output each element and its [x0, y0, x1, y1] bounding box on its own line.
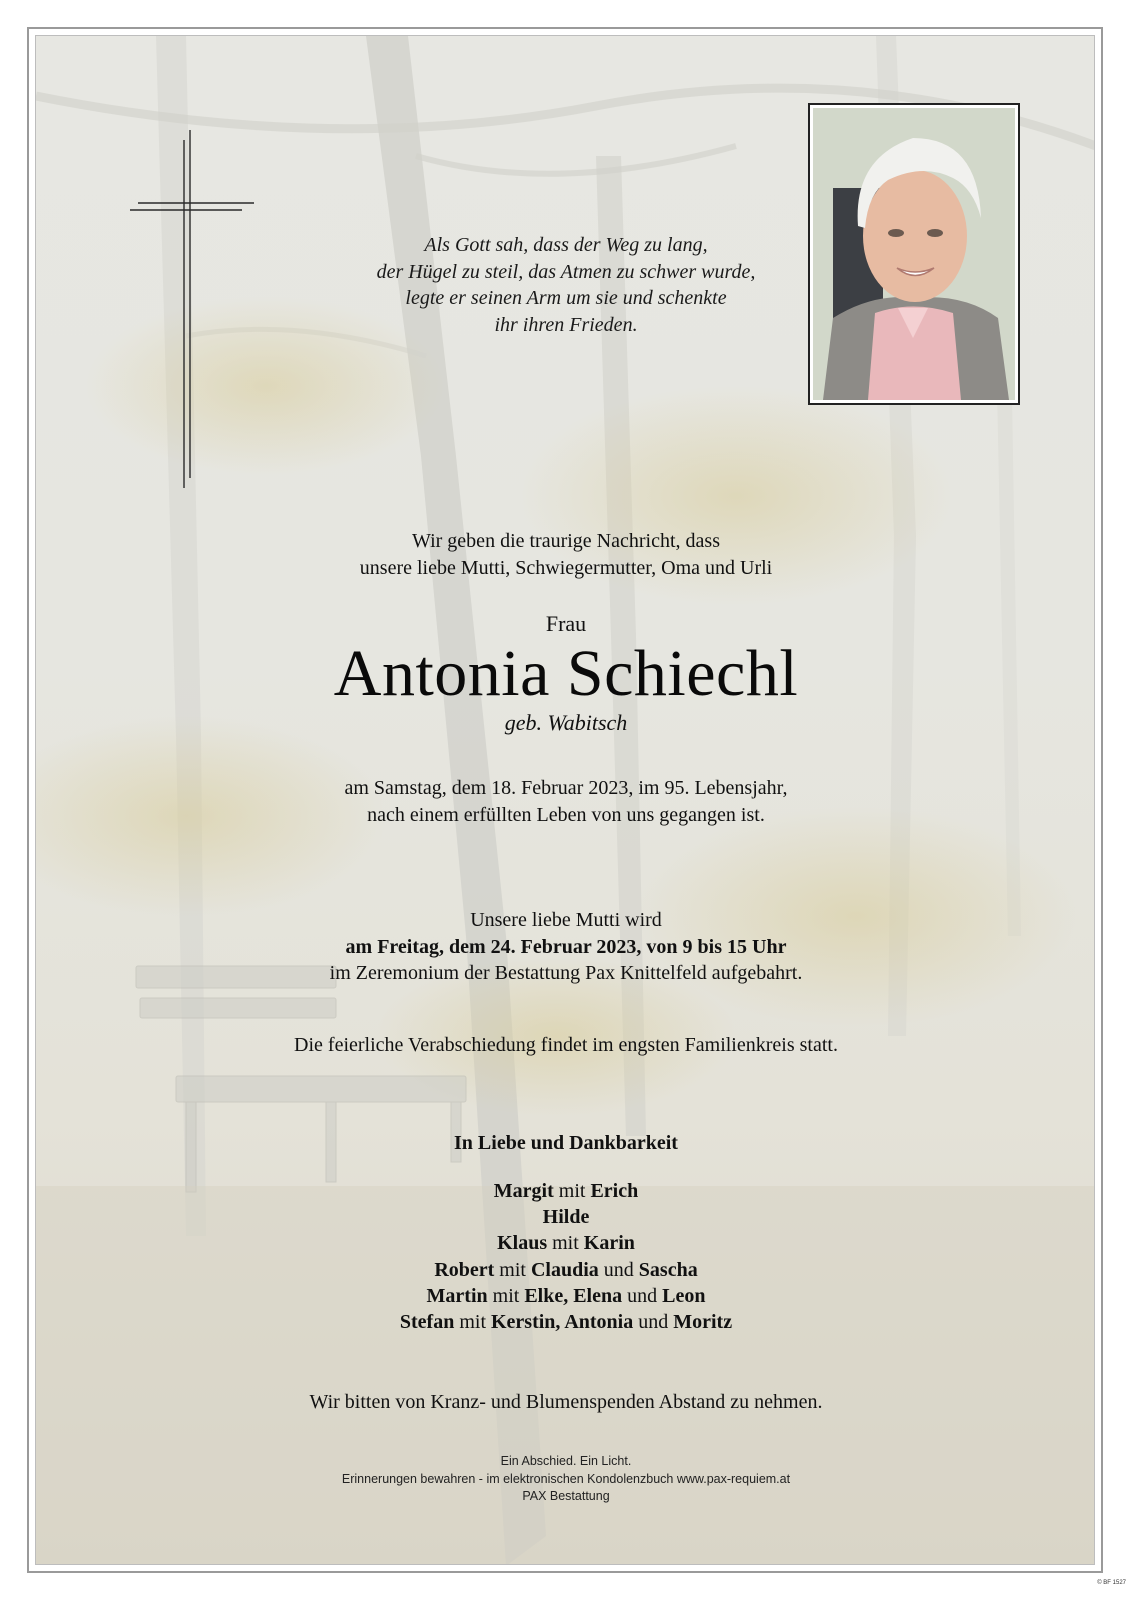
family-name: Erich [590, 1180, 639, 1202]
family-name: Hilde [542, 1206, 590, 1229]
family-connector: mit [553, 1180, 591, 1202]
family-name: Leon [662, 1284, 706, 1307]
death-notice [0, 775, 1132, 828]
poem [0, 232, 1132, 338]
footer-condolence-link[interactable]: Erinnerungen bewahren - im elektronischen Kondolenzbuch www.pax-requiem.at [341, 1471, 791, 1486]
family-name: Kerstin, Antonia [491, 1311, 634, 1334]
family-name: Stefan [399, 1311, 455, 1334]
family-connector: und [622, 1284, 663, 1307]
family-list [0, 1178, 1132, 1335]
family-name: Robert [434, 1258, 495, 1281]
family-row [0, 1204, 1132, 1230]
family-connector: mit [547, 1232, 584, 1255]
family-connector: mit [494, 1258, 531, 1281]
family-name: Claudia [530, 1258, 599, 1281]
intro-line: Wir geben die traurige Nachricht, dass [412, 530, 720, 552]
family-name: Elke, Elena [524, 1284, 623, 1307]
family-row [0, 1309, 1132, 1335]
intro-line: unsere liebe Mutti, Schwiegermutter, Oma und Urli [359, 556, 773, 579]
deceased-name: Antonia Schiechl [333, 637, 799, 710]
footer [0, 1453, 1132, 1506]
viewing-info [0, 907, 1132, 987]
poem-line: ihr ihren Frieden. [494, 313, 638, 336]
family-row [0, 1257, 1132, 1283]
family-row [0, 1283, 1132, 1309]
birth-name: geb. Wabitsch [504, 710, 628, 735]
family-row [0, 1230, 1132, 1256]
thanks-heading: In Liebe und Dankbarkeit [454, 1132, 678, 1154]
donation-request: Wir bitten von Kranz- und Blumenspenden Abstand zu nehmen. [309, 1391, 823, 1413]
family-connector: und [633, 1311, 674, 1334]
salutation: Frau [545, 611, 587, 636]
family-name: Klaus [497, 1232, 548, 1255]
family-name: Moritz [673, 1311, 733, 1334]
family-connector: mit [487, 1284, 525, 1307]
footer-company: PAX Bestattung [522, 1489, 610, 1503]
family-name: Margit [493, 1180, 554, 1202]
family-connector: mit [454, 1311, 491, 1334]
viewing-location: im Zeremonium der Bestattung Pax Knittelfeld aufgebahrt. [329, 962, 803, 984]
poem-line: der Hügel zu steil, das Atmen zu schwer wurde, [376, 260, 756, 283]
family-connector: und [598, 1258, 639, 1281]
announcement-intro [0, 528, 1132, 581]
footer-slogan: Ein Abschied. Ein Licht. [500, 1454, 632, 1468]
family-name: Karin [583, 1232, 635, 1255]
poem-line: Als Gott sah, dass der Weg zu lang, [424, 234, 708, 256]
viewing-date: am Freitag, dem 24. Februar 2023, von 9 bis 15 Uhr [345, 935, 787, 958]
template-code: © BF 1527 [1097, 1580, 1126, 1586]
farewell-notice: Die feierliche Verabschiedung findet im engsten Familienkreis statt. [294, 1034, 838, 1056]
family-name: Sascha [638, 1258, 698, 1281]
death-line: am Samstag, dem 18. Februar 2023, im 95. Lebensjahr, [344, 777, 788, 799]
death-line: nach einem erfüllten Leben von uns gegangen ist. [367, 803, 765, 826]
viewing-line: Unsere liebe Mutti wird [470, 909, 662, 931]
family-row [0, 1178, 1132, 1204]
poem-line: legte er seinen Arm um sie und schenkte [405, 287, 727, 309]
family-name: Martin [426, 1284, 488, 1307]
